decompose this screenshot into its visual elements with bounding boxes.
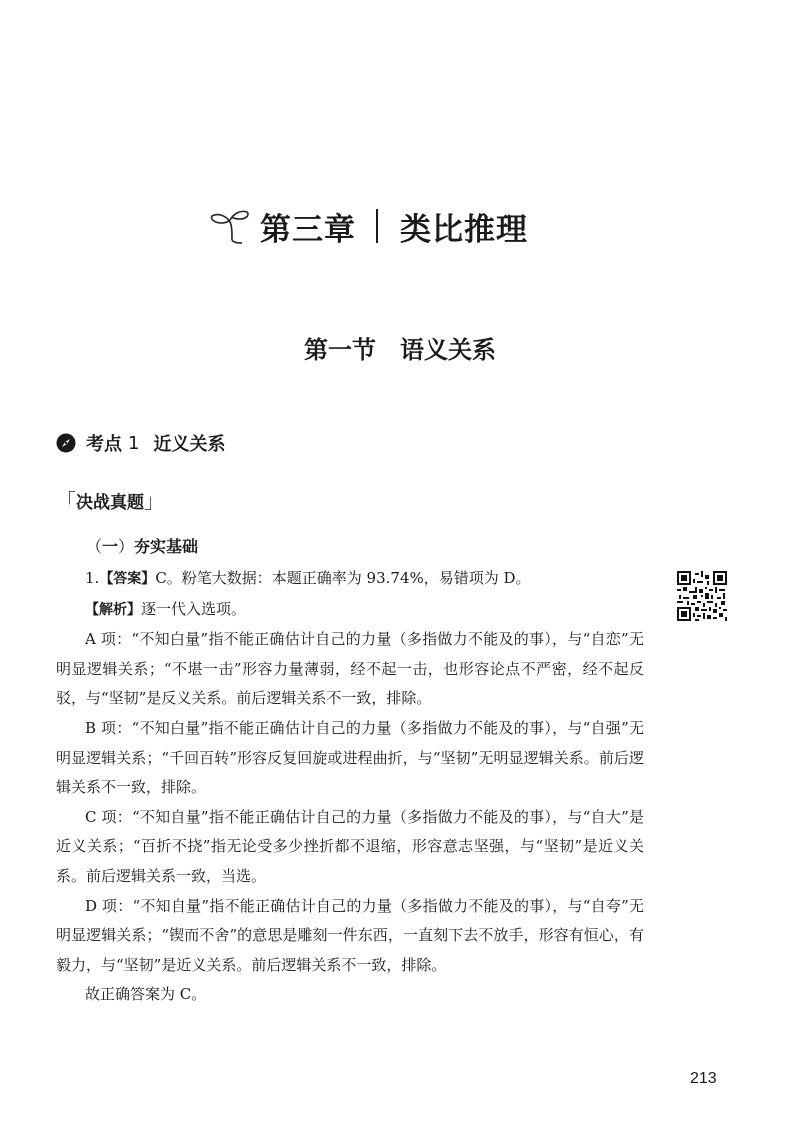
juezhan-bracket-open: 「 — [56, 489, 76, 513]
kaodian-title: 近义关系 — [153, 434, 226, 455]
section-heading — [0, 330, 800, 365]
juezhan-heading — [56, 485, 164, 514]
question-number: 1. — [85, 569, 100, 587]
kaodian-number: 1 — [128, 432, 140, 454]
option-c: C 项：“不知自量”指不能正确估计自己的力量（多指做力不能及的事），与“自大”是近义关系；“百折不挠”指无论受多少挫折都不退缩，形容意志坚强，与“坚韧”是近义关系。前后逻辑关系一致，当选。 — [56, 807, 644, 885]
chapter-title: 类比推理 — [400, 211, 528, 248]
subsection-title: 夯实基础 — [134, 537, 199, 556]
option-d: D 项：“不知自量”指不能正确估计自己的力量（多指做力不能及的事），与“自夸”无明显逻辑关系；“锲而不舍”的意思是雕刻一件东西，一直刻下去不放手，形容有恒心，有毅力，与“坚韧”是近义关系。前后逻辑关系不一致，排除。 — [56, 896, 644, 974]
subsection-num: 一 — [102, 537, 119, 556]
analysis-tag: 【解析】 — [85, 601, 141, 618]
section-title: 语义关系 — [400, 336, 496, 364]
juezhan-bracket-close: 」 — [144, 489, 164, 513]
answer-line — [56, 564, 644, 595]
juezhan-text: 决战真题 — [76, 493, 144, 513]
kaodian-label: 考点 — [86, 434, 122, 455]
qr-code-icon[interactable] — [677, 571, 727, 621]
conclusion: 故正确答案为 C。 — [85, 985, 207, 1004]
kaodian-heading — [56, 430, 225, 456]
chapter-number: 第三章 — [260, 211, 356, 248]
compass-icon — [56, 433, 76, 453]
analysis-text: 逐一代入选项。 — [141, 599, 247, 618]
option-b: B 项：“不知白量”指不能正确估计自己的力量（多指做力不能及的事），与“自强”无明显逻辑关系；“千回百转”形容反复回旋或进程曲折，与“坚韧”无明显逻辑关系。前后逻辑关系不一致，排除。 — [56, 718, 644, 797]
section-number: 第一节 — [304, 336, 376, 364]
option-a: A 项：“不知白量”指不能正确估计自己的力量（多指做力不能及的事），与“自恋”无明显逻辑关系；“不堪一击”形容力量薄弱，经不起一击，也形容论点不严密，经不起反驳，与“坚韧”是反义关系。前后逻辑关系不一致，排除。 — [56, 630, 644, 708]
answer-text: C。粉笔大数据：本题正确率为 93.74%，易错项为 D。 — [155, 569, 531, 587]
subsection-heading — [86, 534, 198, 557]
analysis-line — [56, 595, 644, 626]
chapter-divider — [376, 209, 378, 243]
subsection-paren-close: ） — [118, 537, 135, 556]
answer-tag: 【答案】 — [99, 571, 156, 587]
subsection-paren-open: （ — [86, 537, 103, 556]
question-body — [56, 564, 644, 1010]
sprout-icon — [206, 206, 256, 246]
chapter-heading — [206, 196, 528, 256]
page-number: 213 — [690, 1070, 717, 1087]
